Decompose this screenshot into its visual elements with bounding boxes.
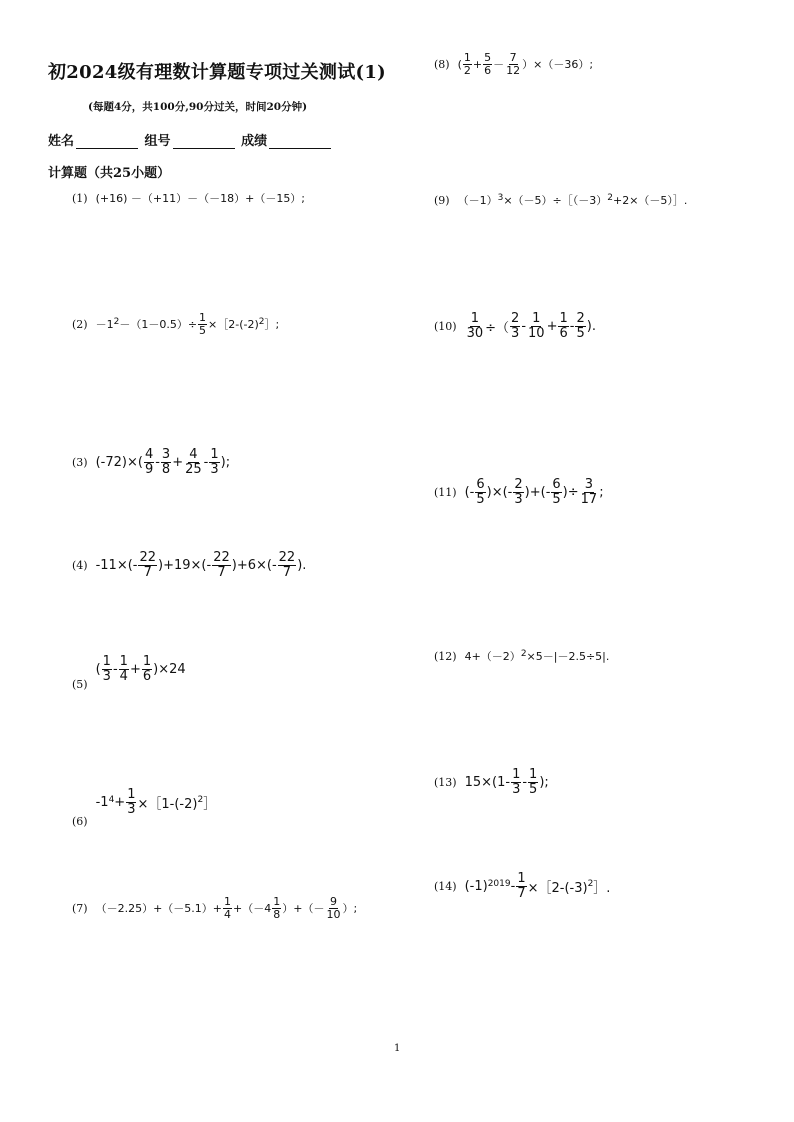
page-number: 1 (394, 1043, 401, 1054)
fraction: $\frac{22}{7}$ (278, 550, 296, 580)
fraction: $\frac{6}{5}$ (552, 477, 561, 507)
fraction: $\frac{1}{3}$ (127, 787, 136, 817)
problem-expression: (- $\frac{6}{5}$ )×(- $\frac{2}{3}$ )+(- $\frac{6}{5}$ )÷ $\frac{3}{17}$ ; (464, 477, 604, 507)
fraction: $\frac{6}{5}$ (476, 477, 485, 507)
problem-number: (8) (434, 57, 450, 71)
problem-11 (434, 478, 604, 506)
problem-5 (72, 654, 186, 692)
problem-number: (4) (72, 558, 88, 572)
fraction: $\frac{2}{3}$ (511, 311, 520, 341)
fraction: $\frac{7}{12}$ (506, 51, 521, 77)
problem-number: (5) (72, 678, 88, 692)
problem-expression: ( $\frac{1}{3}$ - $\frac{1}{4}$ + $\frac{1}{6}$ )×24 (95, 654, 186, 684)
fraction: $\frac{3}{8}$ (161, 447, 171, 477)
problem-7 (72, 896, 357, 920)
problem-10 (434, 312, 596, 340)
problem-3 (72, 448, 230, 476)
problem-2 (72, 312, 279, 336)
problem-expression: (+16) －（+11）－（－18）+（－15）; (95, 192, 306, 205)
name-blank[interactable] (76, 136, 138, 149)
problem-8 (434, 52, 593, 76)
problem-number: (1) (72, 191, 88, 205)
fraction: $\frac{1}{4}$ (119, 654, 128, 684)
problem-expression: (-1) $^{2019}$ - $\frac{1}{7}$ ×［2-(-3) $^2$ ］. (464, 871, 611, 901)
fraction: $\frac{22}{7}$ (139, 550, 157, 580)
fraction: $\frac{1}{6}$ (142, 654, 152, 684)
group-blank[interactable] (173, 136, 235, 149)
problem-expression: -11×(- $\frac{22}{7}$ )+19×(- $\frac{22}{7}$ )+6×(- $\frac{22}{7}$ ). (95, 550, 307, 580)
problem-6 (72, 787, 217, 829)
name-label: 姓名 (48, 134, 75, 149)
problem-13 (434, 768, 549, 796)
problem-number: (11) (434, 485, 457, 499)
problem-4 (72, 551, 306, 579)
student-info-row (48, 130, 333, 149)
fraction: $\frac{1}{5}$ (529, 767, 538, 797)
fraction: $\frac{1}{3}$ (512, 767, 521, 797)
problem-number: (3) (72, 455, 88, 469)
problem-expression: ( $\frac{1}{2}$ + $\frac{5}{6}$ － $\frac{7}{12}$ ）×（－36）; (457, 51, 594, 77)
fraction: $\frac{1}{7}$ (517, 871, 526, 901)
problem-expression: 4+（－2） $^2$ ×5－|－2.5÷5|. (464, 649, 610, 663)
fraction: $\frac{9}{10}$ (326, 895, 341, 921)
problem-1 (72, 190, 305, 206)
problem-expression: -1 $^4$ + $\frac{1}{3}$ ×［1-(-2) $^2$ ］ (95, 787, 217, 817)
problem-12 (434, 648, 609, 664)
page-title: 初2024级有理数计算题专项过关测试(1) (48, 62, 386, 83)
fraction: $\frac{1}{6}$ (559, 311, 568, 341)
fraction: $\frac{2}{3}$ (514, 477, 523, 507)
fraction: $\frac{4}{9}$ (144, 447, 154, 477)
fraction: $\frac{1}{4}$ (224, 895, 232, 921)
problem-number: (14) (434, 879, 457, 893)
problem-expression: －1 $^2$ －（1－0.5）÷ $\frac{1}{5}$ ×［2-(-2) $^2$ ］; (95, 311, 280, 337)
problem-number: (10) (434, 319, 457, 333)
score-blank[interactable] (269, 136, 331, 149)
problem-expression: 15×(1- $\frac{1}{3}$ - $\frac{1}{5}$ ); (464, 767, 549, 797)
problem-number: (6) (72, 815, 88, 829)
problem-number: (9) (434, 193, 450, 207)
fraction: $\frac{22}{7}$ (213, 550, 230, 580)
fraction: $\frac{1}{3}$ (102, 654, 111, 684)
fraction: $\frac{5}{6}$ (484, 51, 492, 77)
problem-expression: （－2.25）+（－5.1）+ $\frac{1}{4}$ +（－4 $\frac{1}{8}$ ）+（－ $\frac{9}{10}$ ）; (95, 895, 358, 921)
problem-14 (434, 872, 610, 900)
problem-number: (13) (434, 775, 457, 789)
fraction: $\frac{1}{3}$ (210, 447, 219, 477)
fraction: $\frac{1}{2}$ (463, 51, 471, 77)
problem-number: (2) (72, 317, 88, 331)
problem-9 (434, 192, 687, 208)
problem-number: (12) (434, 649, 457, 663)
fraction: $\frac{2}{5}$ (576, 311, 585, 341)
score-label: 成绩 (241, 134, 268, 149)
problem-expression: （－1） $^3$ ×（－5）÷［（－3） $^2$ +2×（－5）］. (457, 193, 688, 207)
problem-expression: (-72)×( $\frac{4}{9}$ - $\frac{3}{8}$ + $\frac{4}{25}$ - $\frac{1}{3}$ ); (95, 447, 231, 477)
problem-number: (7) (72, 901, 88, 915)
section-title: 计算题（共25小题） (48, 166, 171, 181)
fraction: $\frac{1}{8}$ (273, 895, 281, 921)
fraction: $\frac{1}{30}$ (466, 311, 484, 341)
group-label: 组号 (144, 134, 171, 149)
problem-expression: $\frac{1}{30}$ ÷（ $\frac{2}{3}$ - $\frac{1}{10}$ + $\frac{1}{6}$ - $\frac{2}{5}$ ). (466, 311, 596, 341)
fraction: $\frac{4}{25}$ (185, 447, 202, 477)
fraction: $\frac{1}{10}$ (528, 311, 545, 341)
fraction: $\frac{3}{17}$ (580, 477, 598, 507)
page-subtitle: (每题4分，共100分,90分过关，时间20分钟) (88, 101, 308, 113)
fraction: $\frac{1}{5}$ (199, 311, 207, 337)
